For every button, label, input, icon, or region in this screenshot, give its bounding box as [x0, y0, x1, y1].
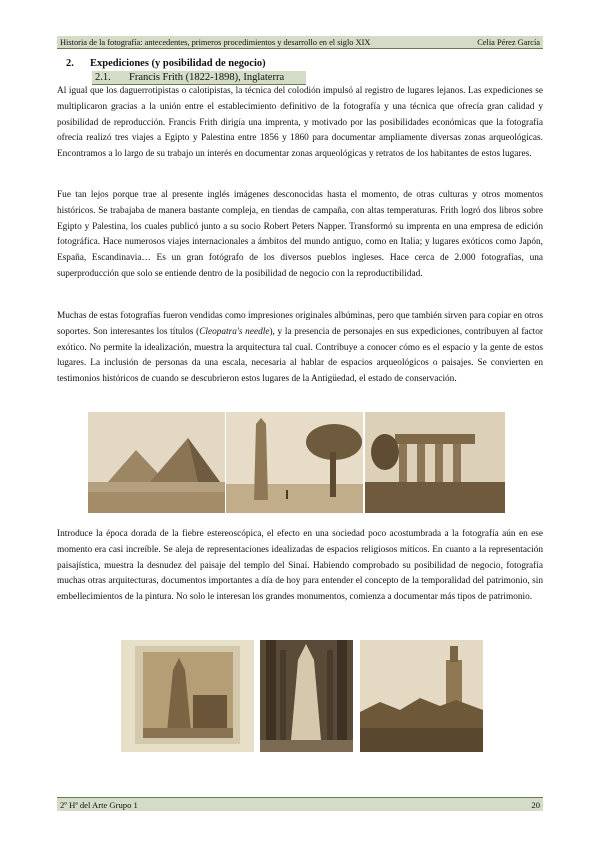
paragraph-3-part-2: ), y la presencia de personajes en sus expediciones, contribuyen al factor exótico. No permite la idealización, muestra la arquitectura tal cual. Contribuye a conocer cómo es el espacio y la gente de estos lugares. La inclusión de personas da una escala, necesaria al hablar de espacios arqueológicos o paisajes. Se convierten en testimonios históricos de cuando se descubrieron estos lugares de la Antigüedad, el estado de conservación.: [57, 326, 543, 385]
page-header: [57, 36, 543, 49]
subsection-number: 2.1.: [95, 72, 111, 83]
paragraph-3-italic-title: Cleopatra's needle: [199, 326, 270, 337]
section-title: Expediciones (y posibilidad de negocio): [90, 58, 266, 69]
photo-philae-temple: [365, 412, 505, 513]
photo-cleopatras-needle: [226, 412, 363, 513]
paragraph-2: Fue tan lejos porque trae al presente inglés imágenes desconocidas hasta el momento, de otras culturas y otros momentos históricos. Se trabajaba de manera bastante compleja, en tiendas de campaña, con altas temperaturas. Frith logró dos libros sobre Egipto y Palestina, los cuales publicó junto a su socio Robert Peters Napper. Transformó su imprenta en una empresa de edición fotográfica. Hace numerosos viajes internacionales a ámbitos del mundo antiguo, como en Italia; y lugares exóticos como Japón, España, Escandinavia… Es un gran fotógrafo de los diversos pueblos ingleses. Hace cerca de 2.000 fotografías, una superproducción que solo se entiende dentro de la posibilidad de negocio con la reproductibilidad.: [57, 190, 543, 279]
subsection-title: Francis Frith (1822-1898), Inglaterra: [129, 72, 285, 83]
paragraph-3-part-1: Muchas de estas fotografías fueron vendidas como impresiones originales albúminas, pero que también sirven para copiar en otros soportes. Son interesantes los títulos (: [57, 311, 543, 337]
paragraph-3: [57, 309, 543, 388]
paragraph-1: Al igual que los daguerrotipistas o calotipistas, la técnica del colodión impulsó al registro de lugares lejanos. Las expediciones se multiplicaron gracias a la unión entre el establecimiento definitivo de la fotografía y una técnica que ofrecía gran calidad y posibilidad de reproducción. Francis Frith dirigía una imprenta, y motivado por las posibilidades económicas que la fotografía ofrecía realizó tres viajes a Egipto y Palestina entre 1856 y 1860 para documentar ampliamente diversas zonas arqueológicas. Encontramos a lo largo de su trabajo un interés en documentar zonas arqueológicas y retratos de los habitantes de estos lugares.: [57, 86, 543, 160]
header-title: Historia de la fotografía: antecedentes, primeros procedimientos y desarrollo en el siglo XIX: [60, 38, 371, 47]
photo-seville-giralda: [360, 640, 483, 752]
section-heading: [66, 58, 266, 69]
photo-pyramids: [88, 412, 225, 513]
photo-cathedral-interior: [260, 640, 353, 752]
subsection-heading: [92, 71, 306, 85]
page-number: 20: [531, 800, 540, 810]
footer-course: 2º Hª del Arte Grupo 1: [60, 800, 138, 810]
header-author: Celia Pérez García: [477, 38, 540, 47]
photo-indian-temple: [121, 640, 254, 752]
section-number: 2.: [66, 58, 74, 69]
page-footer: [57, 797, 543, 811]
paragraph-4: Introduce la época dorada de la fiebre estereoscópica, el efecto en una sociedad poco acostumbrada a la fotografía aún en ese momento era casi increíble. Se aleja de representaciones idealizadas de espacios religiosos míticos. En cuanto a la representación paisajística, muestra la desnudez del paisaje del templo del Sinaí. Habiendo comprobado su posibilidad de negocio, fotografía muchas otras arquitecturas, documentos importantes a día de hoy para entender el concepto de la temporalidad del patrimonio, sin embellecimientos de la pintura. No solo le interesan los grandes monumentos, comienza a documentar más tipos de patrimonio.: [57, 529, 543, 603]
